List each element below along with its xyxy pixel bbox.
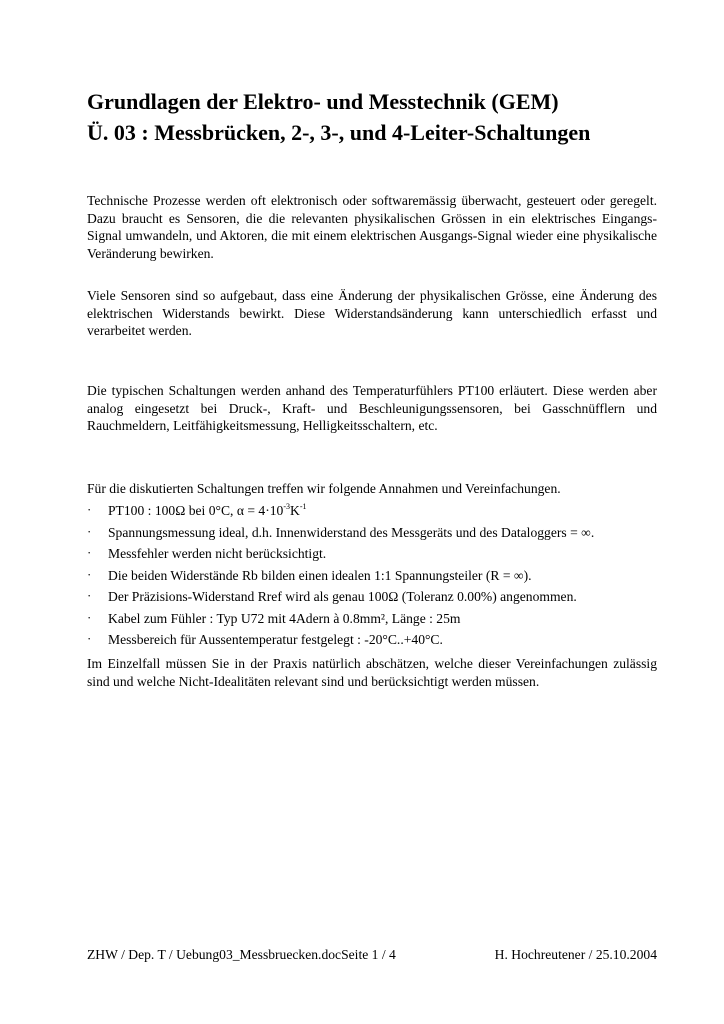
bullet-icon: · (87, 588, 92, 603)
bullet-icon: · (87, 502, 92, 517)
assumptions-list (87, 502, 657, 653)
footer-left: ZHW / Dep. T / Uebung03_Messbruecken.docSeite 1 / 4 (87, 947, 396, 962)
bullet-icon: · (87, 545, 92, 560)
bullet-icon: · (87, 631, 92, 646)
list-item: · Kabel zum Fühler : Typ U72 mit 4Adern à 0.8mm², Länge : 25m (87, 609, 461, 626)
title-line-1: Grundlagen der Elektro- und Messtechnik (GEM) (87, 89, 559, 114)
paragraph-closing: Im Einzelfall müssen Sie in der Praxis natürlich abschätzen, welche dieser Vereinfachungen zulässig sind und welche Nicht-Idealitäten relevant sind und berücksichtigt werden müssen. (87, 656, 657, 689)
list-item: · PT100 : 100Ω bei 0°C, $\alpha = 4\cdot 10^{-3}K^{-1}$ (87, 502, 307, 518)
paragraph-intro: Technische Prozesse werden oft elektronisch oder softwaremässig überwacht, gesteuert oder geregelt. Dazu braucht es Sensoren, die die relevanten physikalischen Grössen in ein elektrisches Eingangs-Signal umwandeln, und Aktoren, die mit einem elektrischen Ausgangs-Signal wieder eine physikalische Veränderung bewirken. (87, 193, 657, 261)
list-item: · Messbereich für Aussentemperatur festgelegt : -20°C..+40°C. (87, 631, 443, 647)
bullet-icon: · (87, 523, 92, 539)
paragraph-circuits: Die typischen Schaltungen werden anhand des Temperaturfühlers PT100 erläutert. Diese werden aber analog eingesetzt bei Druck-, Kraft- und Beschleunigungssensoren, bei Gasschnüfflern und Rauchmeldern, Leitfähigkeitsmessung, Helligkeitsschaltern, etc. (87, 383, 657, 433)
page-title (87, 86, 657, 148)
paragraph-sensors: Viele Sensoren sind so aufgebaut, dass eine Änderung der physikalischen Grösse, eine Änderung des elektrischen Widerstands bewirkt. Diese Widerstandsänderung kann unterschiedlich erfasst und verarbeitet werden. (87, 288, 657, 338)
list-item: · Der Präzisions-Widerstand Rref wird als genau 100Ω (Toleranz 0.00%) angenommen. (87, 588, 577, 604)
paragraph-assumptions: Für die diskutierten Schaltungen treffen wir folgende Annahmen und Vereinfachungen. (87, 481, 561, 496)
bullet-icon: · (87, 609, 92, 625)
footer-right: H. Hochreutener / 25.10.2004 (494, 947, 657, 962)
list-item: · Die beiden Widerstände Rb bilden einen idealen 1:1 Spannungsteiler (R = ∞). (87, 566, 532, 583)
list-item: · Messfehler werden nicht berücksichtigt. (87, 545, 327, 561)
title-line-2: Ü. 03 : Messbrücken, 2-, 3-, und 4-Leiter-Schaltungen (87, 120, 591, 145)
list-item: · Spannungsmessung ideal, d.h. Innenwiderstand des Messgeräts und des Dataloggers = ∞. (87, 523, 595, 540)
bullet-icon: · (87, 566, 92, 582)
